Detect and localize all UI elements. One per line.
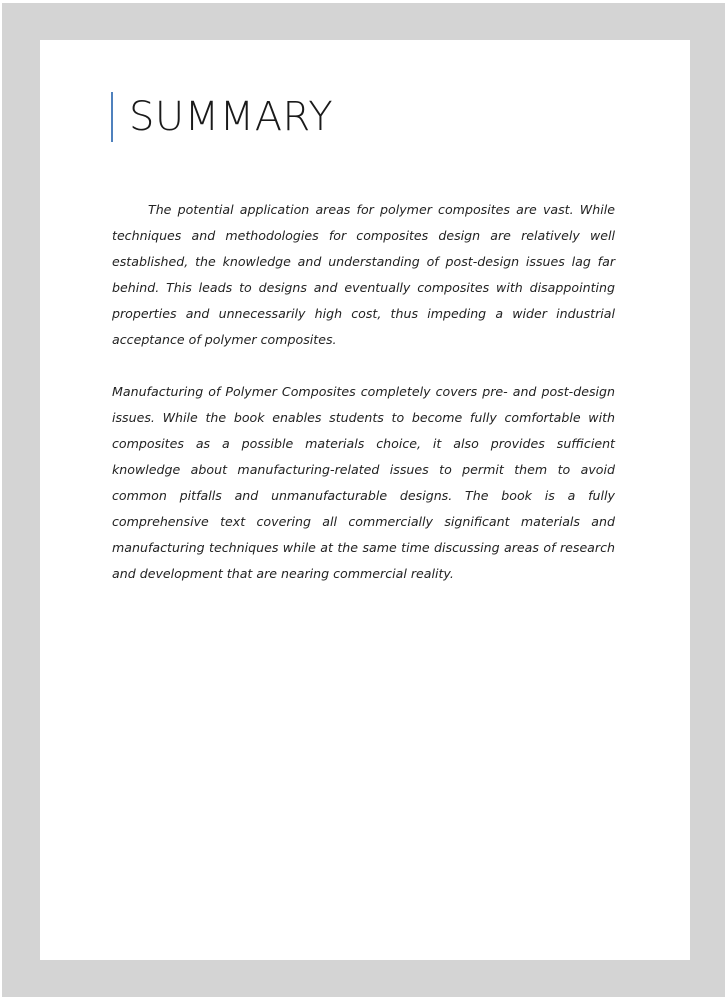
document-page: [40, 40, 690, 960]
document-viewport[interactable]: [2, 3, 725, 997]
summary-paragraph-1: The potential application areas for polymer composites are vast. While techniques and methodologies for composites design are relatively well established, the knowledge and understanding of post-design issues lag far behind. This leads to designs and eventually composites with disappointing properties and unnecessarily high cost, thus impeding a wider industrial acceptance of polymer composites.: [112, 202, 615, 347]
page-title: SUMMARY: [129, 94, 334, 140]
summary-paragraph-2: Manufacturing of Polymer Composites completely covers pre- and post-design issues. While the book enables students to become fully comfortable with composites as a possible materials choice, it also provides sufficient knowledge about manufacturing-related issues to permit them to avoid common pitfalls and unmanufacturable designs. The book is a fully comprehensive text covering all commercially significant materials and manufacturing techniques while at the same time discussing areas of research and development that are nearing commercial reality.: [112, 384, 615, 581]
summary-body: [112, 197, 615, 587]
heading-block: [111, 92, 333, 142]
